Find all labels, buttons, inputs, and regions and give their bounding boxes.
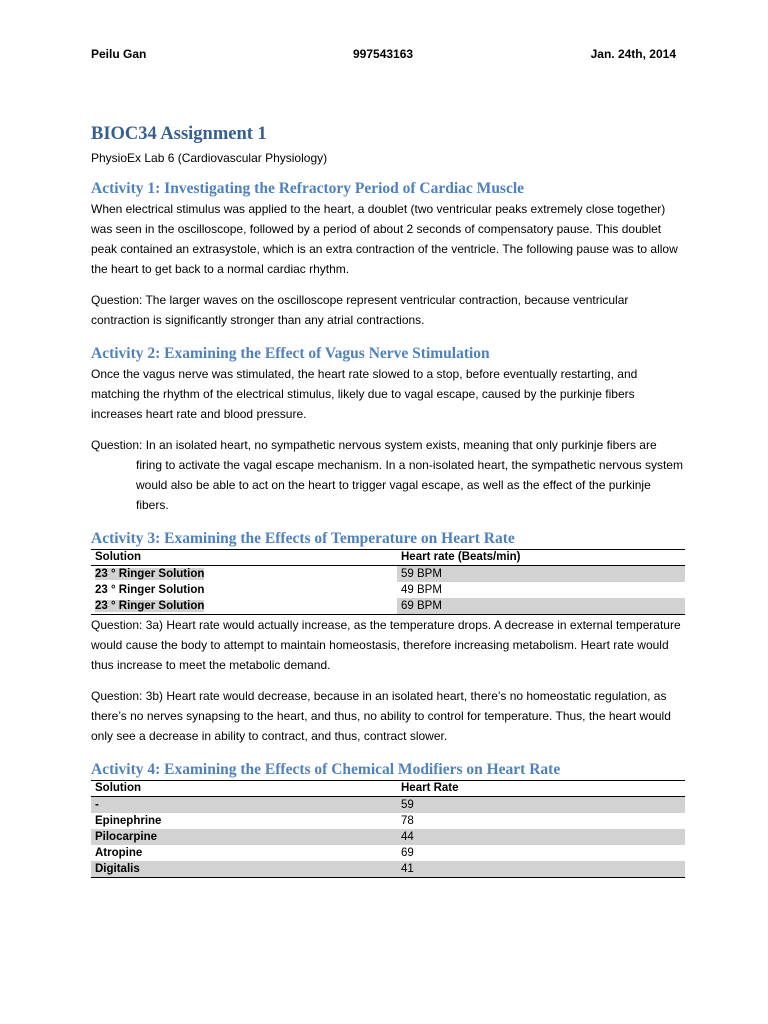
heart-rate-cell: 78 xyxy=(401,815,414,827)
document-subtitle: PhysioEx Lab 6 (Cardiovascular Physiology) xyxy=(91,151,328,165)
solution-cell: Epinephrine xyxy=(95,815,162,827)
document-date: Jan. 24th, 2014 xyxy=(590,47,676,61)
activity1-question: Question: The larger waves on the oscilloscope represent ventricular contraction, because ventricular contraction is significantly stronger than any atrial contractions. xyxy=(91,293,629,327)
solution-cell: - xyxy=(91,797,397,814)
column-header: Heart rate (Beats/min) xyxy=(397,550,685,566)
column-header: Heart Rate xyxy=(397,781,685,797)
heart-rate-cell: 69 xyxy=(401,847,414,859)
page-header xyxy=(91,47,676,63)
table-row xyxy=(91,797,685,814)
column-header: Solution xyxy=(91,781,397,797)
table-row xyxy=(91,582,685,598)
table-row xyxy=(91,813,685,829)
solution-text: 23 ° Ringer Solution xyxy=(95,568,205,580)
author-name: Peilu Gan xyxy=(91,47,147,61)
table-row xyxy=(91,845,685,861)
solution-cell: 23 ° Ringer Solution xyxy=(95,584,205,596)
solution-cell xyxy=(91,566,397,583)
activity3-heading: Activity 3: Examining the Effects of Temperature on Heart Rate xyxy=(91,530,515,547)
activity4-heading: Activity 4: Examining the Effects of Chemical Modifiers on Heart Rate xyxy=(91,761,561,778)
activity3-question-a: Question: 3a) Heart rate would actually increase, as the temperature drops. A decrease in external temperature would cause the body to attempt to maintain homeostasis, therefore increasing metabolism. Heart rate would thus increase to meet the metabolic demand. xyxy=(91,618,681,672)
table-row xyxy=(91,829,685,845)
solution-cell: Pilocarpine xyxy=(91,829,397,845)
student-id: 997543163 xyxy=(353,47,414,61)
table-header-row xyxy=(91,550,685,566)
activity2-paragraph: Once the vagus nerve was stimulated, the heart rate slowed to a stop, before eventually restarting, and matching the rhythm of the electrical stimulus, likely due to vagal escape, caused by the purkinje fibers increases heart rate and blood pressure. xyxy=(91,367,638,421)
table-header-row xyxy=(91,781,685,797)
activity1-heading: Activity 1: Investigating the Refractory Period of Cardiac Muscle xyxy=(91,180,525,197)
activity2-question: Question: In an isolated heart, no sympathetic nervous system exists, meaning that only purkinje fibers are firing to activate the vagal escape mechanism. In a non-isolated heart, the sympathetic nervous system would also be able to act on the heart to trigger vagal escape, as well as the effect of the purkinje fibers. xyxy=(91,438,683,512)
table-row xyxy=(91,566,685,583)
heart-rate-cell: 59 xyxy=(397,797,685,814)
column-header: Solution xyxy=(91,550,397,566)
activity2-heading: Activity 2: Examining the Effect of Vagus Nerve Stimulation xyxy=(91,345,490,362)
activity1-paragraph: When electrical stimulus was applied to the heart, a doublet (two ventricular peaks extremely close together) was seen in the oscilloscope, followed by a period of about 2 seconds of compensatory pause. This doublet peak contained an extrasystole, which is an extra contraction of the ventricle. The following pause was to allow the heart to get back to a normal cardiac rhythm. xyxy=(91,202,678,276)
solution-cell: Atropine xyxy=(95,847,143,859)
temperature-table xyxy=(91,549,685,615)
heart-rate-cell: 44 xyxy=(397,829,685,845)
table-row xyxy=(91,598,685,615)
solution-cell: Digitalis xyxy=(91,861,397,878)
activity3-question-b: Question: 3b) Heart rate would decrease, because in an isolated heart, there’s no homeostatic regulation, as there’s no nerves synapsing to the heart, and thus, no ability to control for temperature. Thus, the heart would only see a decrease in ability to contract, and thus, contract slower. xyxy=(91,689,671,743)
document-body xyxy=(91,122,685,878)
solution-cell xyxy=(91,598,397,615)
table-row xyxy=(91,861,685,878)
document-title: BIOC34 Assignment 1 xyxy=(91,124,267,144)
heart-rate-cell: 49 BPM xyxy=(401,584,442,596)
heart-rate-cell: 69 BPM xyxy=(397,598,685,615)
heart-rate-cell: 59 BPM xyxy=(397,566,685,583)
chemical-modifiers-table xyxy=(91,780,685,878)
solution-text: 23 ° Ringer Solution xyxy=(95,600,205,612)
heart-rate-cell: 41 xyxy=(397,861,685,878)
